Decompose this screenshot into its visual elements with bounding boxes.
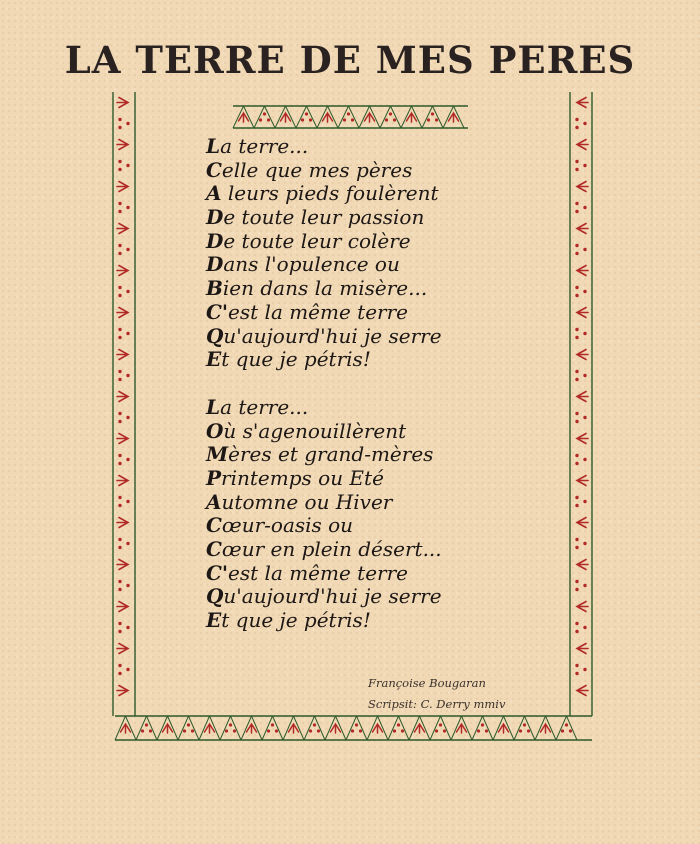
dot-ornament — [118, 378, 121, 381]
dot-ornament — [263, 112, 266, 115]
border-diagonal — [115, 716, 126, 740]
dot-ornament — [126, 332, 129, 335]
border-diagonal — [178, 716, 189, 740]
border-diagonal — [283, 716, 294, 740]
dot-ornament — [343, 118, 346, 121]
dot-ornament — [118, 588, 121, 591]
border-diagonal — [210, 716, 221, 740]
chevron-ornament — [117, 392, 128, 402]
border-diagonal — [157, 716, 168, 740]
dot-ornament — [583, 584, 586, 587]
dot-ornament — [347, 112, 350, 115]
dot-ornament — [118, 622, 121, 625]
poem-line: Printemps ou Eté — [206, 465, 384, 490]
border-diagonal — [244, 106, 255, 128]
border-diagonal — [556, 716, 567, 740]
dot-ornament — [118, 580, 121, 583]
dot-ornament — [351, 118, 354, 121]
dot-ornament — [118, 160, 121, 163]
dot-ornament — [229, 723, 232, 726]
poem-line: A leurs pieds foulèrent — [206, 181, 439, 206]
chevron-ornament — [577, 560, 588, 570]
dot-ornament — [126, 374, 129, 377]
dot-ornament — [191, 729, 194, 732]
chevron-ornament — [577, 98, 588, 108]
border-diagonal — [254, 106, 265, 128]
dot-ornament — [583, 164, 586, 167]
dot-ornament — [583, 332, 586, 335]
chevron-ornament — [577, 308, 588, 318]
dot-ornament — [118, 672, 121, 675]
dot-ornament — [267, 118, 270, 121]
dot-ornament — [359, 729, 362, 732]
border-diagonal — [136, 716, 147, 740]
chevron-ornament — [577, 644, 588, 654]
[object Object] — [570, 239, 592, 260]
dot-ornament — [397, 723, 400, 726]
border-diagonal — [441, 716, 452, 740]
dot-ornament — [575, 126, 578, 129]
poem-line: Où s'agenouillèrent — [206, 418, 407, 443]
[object Object] — [113, 533, 135, 554]
[object Object] — [570, 575, 592, 596]
poem-line: C'est la même terre — [206, 560, 409, 585]
border-diagonal — [462, 716, 473, 740]
chevron-ornament — [117, 350, 128, 360]
[object Object] — [113, 659, 135, 680]
dot-ornament — [389, 112, 392, 115]
dot-ornament — [145, 723, 148, 726]
poem-line: La terre... — [206, 134, 309, 158]
chevron-ornament — [373, 724, 383, 733]
[object Object] — [113, 491, 135, 512]
dot-ornament — [183, 729, 186, 732]
dot-ornament — [118, 294, 121, 297]
border-diagonal — [454, 106, 465, 128]
poem-line: Et que je pétris! — [206, 608, 371, 633]
dot-ornament — [401, 729, 404, 732]
dot-ornament — [519, 729, 522, 732]
chevron-ornament — [117, 686, 128, 696]
border-diagonal — [189, 716, 200, 740]
dot-ornament — [225, 729, 228, 732]
dot-ornament — [431, 112, 434, 115]
dot-ornament — [355, 723, 358, 726]
dot-ornament — [575, 454, 578, 457]
border-diagonal — [126, 716, 137, 740]
dot-ornament — [126, 290, 129, 293]
[object Object] — [113, 449, 135, 470]
chevron-ornament — [117, 434, 128, 444]
chevron-ornament — [117, 140, 128, 150]
dot-ornament — [187, 723, 190, 726]
border-diagonal — [275, 106, 286, 128]
border-diagonal — [168, 716, 179, 740]
border-diagonal — [296, 106, 307, 128]
dot-ornament — [141, 729, 144, 732]
chevron-ornament — [205, 724, 215, 733]
border-diagonal — [336, 716, 347, 740]
border-diagonal — [391, 106, 402, 128]
dot-ornament — [393, 729, 396, 732]
scribe-signature: Scripsit: C. Derry mmiv — [368, 697, 506, 711]
dot-ornament — [575, 294, 578, 297]
chevron-ornament — [117, 644, 128, 654]
chevron-ornament — [415, 724, 425, 733]
dot-ornament — [575, 286, 578, 289]
dot-ornament — [527, 729, 530, 732]
chevron-ornament — [117, 98, 128, 108]
[object Object] — [113, 281, 135, 302]
chevron-ornament — [163, 724, 173, 733]
page-title: LA TERRE DE MES PERES — [64, 38, 636, 82]
dot-ornament — [118, 126, 121, 129]
dot-ornament — [443, 729, 446, 732]
dot-ornament — [126, 416, 129, 419]
dot-ornament — [126, 122, 129, 125]
dot-ornament — [427, 118, 430, 121]
dot-ornament — [233, 729, 236, 732]
[object Object] — [570, 365, 592, 386]
[object Object] — [113, 407, 135, 428]
[object Object] — [570, 491, 592, 512]
border-diagonal — [504, 716, 515, 740]
dot-ornament — [149, 729, 152, 732]
chevron-ornament — [331, 724, 341, 733]
border-diagonal — [233, 106, 244, 128]
dot-ornament — [481, 723, 484, 726]
dot-ornament — [583, 500, 586, 503]
dot-ornament — [575, 412, 578, 415]
dot-ornament — [118, 546, 121, 549]
chevron-ornament — [577, 392, 588, 402]
[object Object] — [570, 617, 592, 638]
dot-ornament — [126, 248, 129, 251]
border-diagonal — [346, 716, 357, 740]
dot-ornament — [583, 122, 586, 125]
dot-ornament — [575, 496, 578, 499]
dot-ornament — [575, 622, 578, 625]
dot-ornament — [435, 729, 438, 732]
dot-ornament — [118, 630, 121, 633]
dot-ornament — [575, 588, 578, 591]
dot-ornament — [575, 378, 578, 381]
dot-ornament — [118, 538, 121, 541]
chevron-ornament — [117, 560, 128, 570]
poem-line: De toute leur passion — [206, 205, 425, 230]
dot-ornament — [583, 668, 586, 671]
border-diagonal — [273, 716, 284, 740]
poem-line: Cœur en plein désert... — [206, 537, 442, 561]
chevron-ornament — [577, 224, 588, 234]
border-diagonal — [262, 716, 273, 740]
dot-ornament — [301, 118, 304, 121]
border-diagonal — [399, 716, 410, 740]
dot-ornament — [523, 723, 526, 726]
dot-ornament — [561, 729, 564, 732]
dot-ornament — [575, 370, 578, 373]
border-diagonal — [338, 106, 349, 128]
dot-ornament — [118, 168, 121, 171]
border-diagonal — [286, 106, 297, 128]
dot-ornament — [565, 723, 568, 726]
dot-ornament — [439, 723, 442, 726]
poem-line: Mères et grand-mères — [206, 442, 434, 467]
dot-ornament — [126, 542, 129, 545]
dot-ornament — [583, 458, 586, 461]
border-diagonal — [220, 716, 231, 740]
dot-ornament — [575, 118, 578, 121]
dot-ornament — [575, 672, 578, 675]
dot-ornament — [118, 420, 121, 423]
border-diagonal — [241, 716, 252, 740]
dot-ornament — [275, 729, 278, 732]
dot-ornament — [575, 630, 578, 633]
dot-ornament — [583, 248, 586, 251]
[object Object] — [113, 323, 135, 344]
dot-ornament — [583, 416, 586, 419]
dot-ornament — [583, 542, 586, 545]
[object Object] — [570, 659, 592, 680]
chevron-ornament — [541, 724, 551, 733]
chevron-ornament — [577, 266, 588, 276]
dot-ornament — [118, 454, 121, 457]
border-diagonal — [349, 106, 360, 128]
border-diagonal — [315, 716, 326, 740]
dot-ornament — [118, 252, 121, 255]
dot-ornament — [118, 412, 121, 415]
border-diagonal — [483, 716, 494, 740]
dot-ornament — [575, 504, 578, 507]
dot-ornament — [118, 244, 121, 247]
[object Object] — [570, 197, 592, 218]
border-diagonal — [304, 716, 315, 740]
border-diagonal — [378, 716, 389, 740]
poem-line: Automne ou Hiver — [206, 489, 393, 514]
dot-ornament — [575, 546, 578, 549]
dot-ornament — [118, 370, 121, 373]
dot-ornament — [583, 290, 586, 293]
chevron-ornament — [577, 350, 588, 360]
dot-ornament — [575, 328, 578, 331]
dot-ornament — [118, 504, 121, 507]
chevron-ornament — [457, 724, 467, 733]
signature-block — [368, 673, 505, 715]
dot-ornament — [575, 210, 578, 213]
[object Object] — [570, 113, 592, 134]
dot-ornament — [118, 328, 121, 331]
poem-line: Cœur-oasis ou — [206, 513, 354, 538]
poem-line: Et que je pétris! — [206, 347, 371, 372]
chevron-ornament — [577, 686, 588, 696]
[object Object] — [113, 575, 135, 596]
border-diagonal — [307, 106, 318, 128]
dot-ornament — [583, 206, 586, 209]
[object Object] — [570, 323, 592, 344]
poem-line: Celle que mes pères — [206, 157, 413, 182]
dot-ornament — [575, 462, 578, 465]
border-diagonal — [359, 106, 370, 128]
dot-ornament — [118, 336, 121, 339]
border-diagonal — [567, 716, 578, 740]
dot-ornament — [118, 462, 121, 465]
border-diagonal — [265, 106, 276, 128]
border-diagonal — [317, 106, 328, 128]
border-diagonal — [443, 106, 454, 128]
dot-ornament — [118, 210, 121, 213]
border-diagonal — [493, 716, 504, 740]
[object Object] — [570, 407, 592, 428]
border-diagonal — [451, 716, 462, 740]
dot-ornament — [575, 160, 578, 163]
dot-ornament — [477, 729, 480, 732]
dot-ornament — [317, 729, 320, 732]
dot-ornament — [393, 118, 396, 121]
border-diagonal — [514, 716, 525, 740]
poem-body — [206, 135, 546, 633]
chevron-ornament — [117, 266, 128, 276]
chevron-ornament — [577, 602, 588, 612]
border-diagonal — [430, 716, 441, 740]
dot-ornament — [126, 206, 129, 209]
border-diagonal — [388, 716, 399, 740]
chevron-ornament — [577, 140, 588, 150]
border-diagonal — [357, 716, 368, 740]
border-diagonal — [546, 716, 557, 740]
border-diagonal — [367, 716, 378, 740]
poem-line: De toute leur colère — [206, 228, 411, 253]
dot-ornament — [575, 580, 578, 583]
border-diagonal — [294, 716, 305, 740]
dot-ornament — [575, 168, 578, 171]
chevron-ornament — [577, 182, 588, 192]
poem-line: Bien dans la misère... — [206, 276, 428, 301]
border-diagonal — [328, 106, 339, 128]
stanza-1 — [206, 135, 546, 372]
[object Object] — [113, 197, 135, 218]
border-diagonal — [370, 106, 381, 128]
chevron-ornament — [577, 476, 588, 486]
border-diagonal — [412, 106, 423, 128]
dot-ornament — [259, 118, 262, 121]
dot-ornament — [575, 244, 578, 247]
dot-ornament — [569, 729, 572, 732]
dot-ornament — [583, 626, 586, 629]
[object Object] — [113, 239, 135, 260]
dot-ornament — [118, 202, 121, 205]
[object Object] — [113, 155, 135, 176]
dot-ornament — [575, 420, 578, 423]
border-diagonal — [433, 106, 444, 128]
dot-ornament — [575, 252, 578, 255]
dot-ornament — [305, 112, 308, 115]
border-diagonal — [409, 716, 420, 740]
dot-ornament — [118, 496, 121, 499]
chevron-ornament — [117, 518, 128, 528]
poem-line: Qu'aujourd'hui je serre — [206, 323, 442, 348]
chevron-ornament — [117, 182, 128, 192]
dot-ornament — [485, 729, 488, 732]
border-diagonal — [380, 106, 391, 128]
poem-line: C'est la même terre — [206, 299, 409, 324]
[object Object] — [570, 281, 592, 302]
dot-ornament — [309, 118, 312, 121]
border-diagonal — [147, 716, 158, 740]
[object Object] — [113, 617, 135, 638]
dot-ornament — [575, 336, 578, 339]
chevron-ornament — [117, 602, 128, 612]
dot-ornament — [309, 729, 312, 732]
dot-ornament — [118, 286, 121, 289]
dot-ornament — [267, 729, 270, 732]
dot-ornament — [126, 584, 129, 587]
dot-ornament — [583, 374, 586, 377]
border-diagonal — [525, 716, 536, 740]
chevron-ornament — [499, 724, 509, 733]
border-diagonal — [252, 716, 263, 740]
dot-ornament — [313, 723, 316, 726]
border-diagonal — [420, 716, 431, 740]
dot-ornament — [575, 202, 578, 205]
dot-ornament — [351, 729, 354, 732]
dot-ornament — [271, 723, 274, 726]
border-diagonal — [401, 106, 412, 128]
dot-ornament — [575, 664, 578, 667]
border-diagonal — [472, 716, 483, 740]
chevron-ornament — [577, 434, 588, 444]
dot-ornament — [435, 118, 438, 121]
chevron-ornament — [247, 724, 257, 733]
poem-line: Dans l'opulence ou — [206, 252, 400, 277]
dot-ornament — [385, 118, 388, 121]
chevron-ornament — [117, 308, 128, 318]
border-diagonal — [422, 106, 433, 128]
[object Object] — [113, 113, 135, 134]
[object Object] — [570, 449, 592, 470]
stanza-2 — [206, 396, 546, 633]
chevron-ornament — [121, 724, 131, 733]
dot-ornament — [126, 164, 129, 167]
dot-ornament — [126, 458, 129, 461]
chevron-ornament — [577, 518, 588, 528]
chevron-ornament — [117, 224, 128, 234]
dot-ornament — [575, 538, 578, 541]
chevron-ornament — [117, 476, 128, 486]
poem-line: Qu'aujourd'hui je serre — [206, 584, 442, 609]
dot-ornament — [126, 668, 129, 671]
poem-line: La terre... — [206, 394, 309, 419]
border-diagonal — [535, 716, 546, 740]
dot-ornament — [118, 664, 121, 667]
dot-ornament — [126, 626, 129, 629]
border-diagonal — [199, 716, 210, 740]
[object Object] — [570, 155, 592, 176]
[object Object] — [570, 533, 592, 554]
border-diagonal — [231, 716, 242, 740]
dot-ornament — [118, 118, 121, 121]
author-signature: Françoise Bougaran — [368, 676, 486, 690]
border-diagonal — [325, 716, 336, 740]
chevron-ornament — [289, 724, 299, 733]
[object Object] — [113, 365, 135, 386]
dot-ornament — [126, 500, 129, 503]
